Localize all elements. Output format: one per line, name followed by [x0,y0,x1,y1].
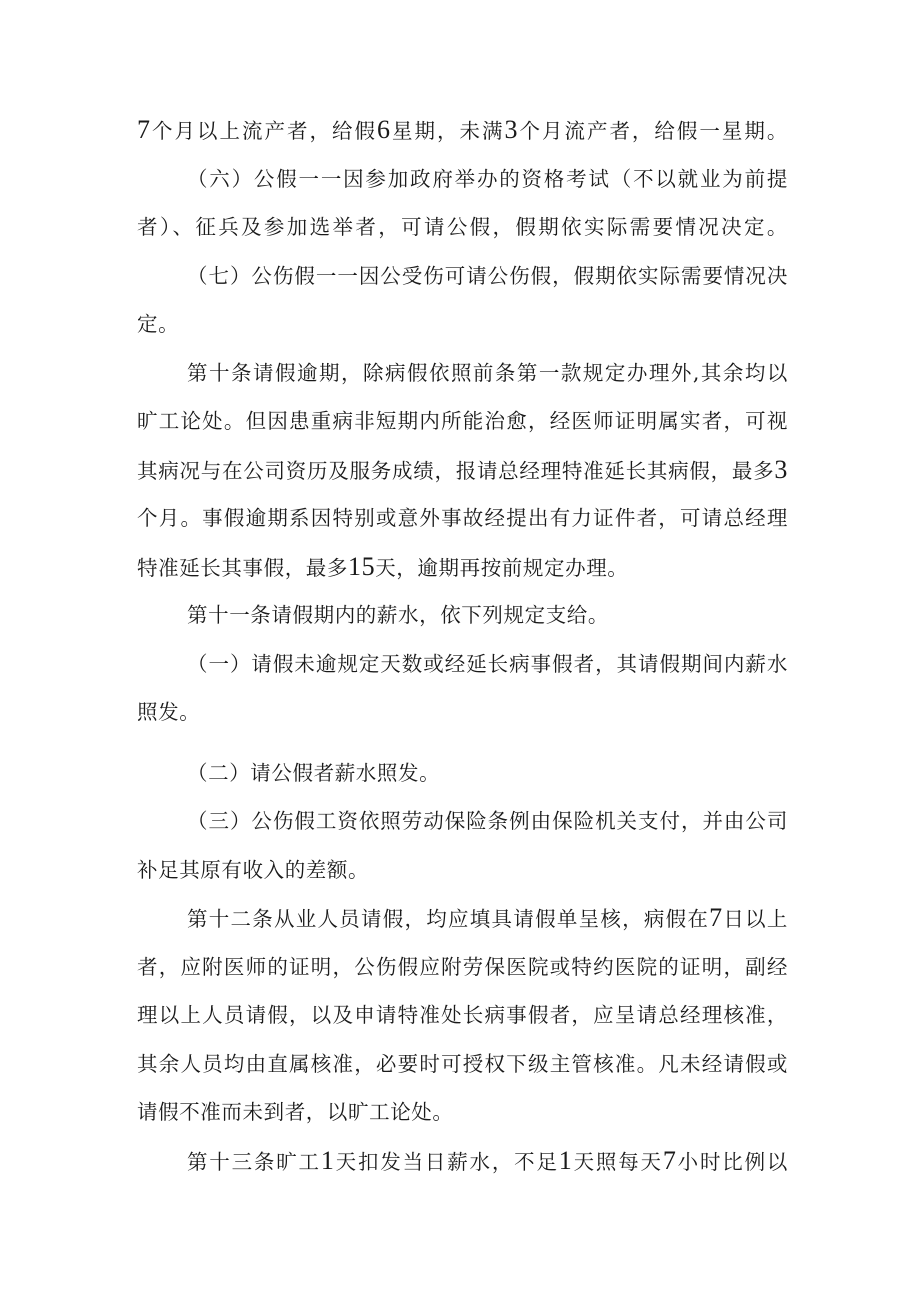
text-line: 第十三条旷工1天扣发当日薪水，不足1天照每天7小时比例以 [187,1146,789,1175]
text-line: （二）请公假者薪水照发。 [187,761,441,785]
text-line: 定。 [137,312,180,336]
text-line: 7个月以上流产者，给假6星期，未满3个月流产者，给假一星期。 [137,115,789,144]
text-line: 其余人员均由直属核准，必要时可授权下级主管核准。凡未经请假或 [137,1052,788,1076]
text-line: 者）、征兵及参加选举者，可请公假，假期依实际需要情况决定。 [137,215,788,239]
text-line: （七）公伤假一一因公受伤可请公伤假，假期依实际需要情况决 [187,264,788,288]
text-line: 个月。事假逾期系因特别或意外事故经提出有力证件者，可请总经理 [137,506,788,530]
text-line: 第十条请假逾期，除病假依照前条第一款规定办理外,其余均以 [187,361,788,385]
text-line: （六）公假一一因参加政府举办的资格考试（不以就业为前提 [187,167,788,191]
text-line: 第十一条请假期内的薪水，依下列规定支给。 [187,603,609,627]
text-line: 旷工论处。但因患重病非短期内所能治愈，经医师证明属实者，可视 [137,409,788,433]
text-line: 理以上人员请假，以及申请特准处长病事假者，应呈请总经理核准， [137,1003,788,1027]
text-line: 特准延长其事假，最多15天，逾期再按前规定办理。 [137,552,629,581]
text-line: 补足其原有收入的差额。 [137,858,370,882]
text-line: 照发。 [137,700,201,724]
text-line: （三）公伤假工资依照劳动保险条例由保险机关支付，并由公司 [187,809,788,833]
text-line: 请假不准而未到者，以旷工论处。 [137,1100,454,1124]
text-line: 第十二条从业人员请假，均应填具请假单呈核，病假在7日以上 [187,903,788,932]
text-line: 其病况与在公司资历及服务成绩，报请总经理特准延长其病假，最多3 [137,455,788,484]
text-line: （一）请假未逾规定天数或经延长病事假者，其请假期间内薪水 [187,652,788,676]
text-line: 者，应附医师的证明，公伤假应附劳保医院或特约医院的证明，副经 [137,955,788,979]
